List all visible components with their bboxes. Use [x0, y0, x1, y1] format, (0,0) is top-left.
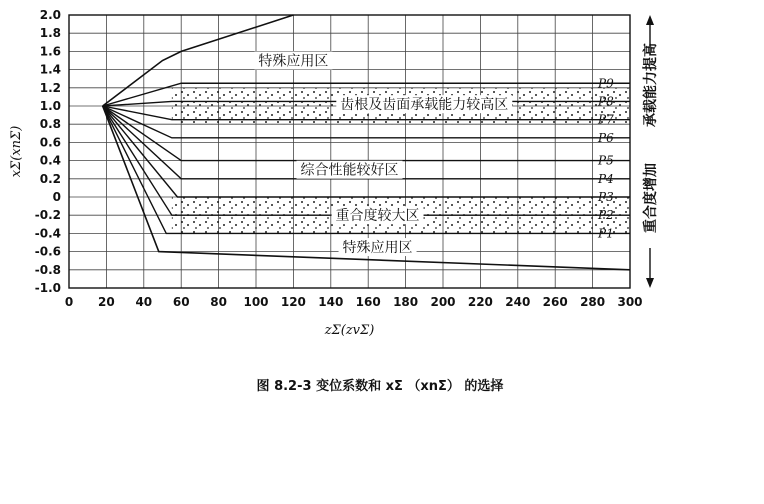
series-label: P7 [598, 112, 614, 127]
x-tick-label: 100 [243, 295, 269, 309]
x-tick-label: 220 [467, 295, 493, 309]
x-tick-label: 180 [393, 295, 419, 309]
series-label: P9 [598, 76, 614, 91]
zone-label: 综合性能较好区 [300, 162, 399, 179]
series-label: P2 [598, 208, 614, 223]
zone-label: 齿根及齿面承载能力较高区 [340, 97, 509, 114]
y-tick-label: -0.2 [34, 208, 61, 223]
y-tick-label: 1.2 [39, 80, 61, 95]
up-arrow-head [646, 15, 654, 25]
down-arrow-head [646, 278, 654, 288]
series-label: P1 [598, 226, 614, 241]
x-tick-label: 20 [98, 295, 115, 309]
y-tick-label: 0 [52, 190, 61, 204]
y-tick-label: -0.6 [34, 244, 61, 259]
y-tick-label: -0.4 [34, 226, 61, 241]
y-tick-label: 1.6 [39, 44, 61, 59]
x-tick-label: 40 [135, 295, 153, 309]
series-label: P3 [598, 190, 614, 204]
x-tick-label: 240 [505, 295, 531, 309]
x-tick-label: 200 [430, 295, 456, 309]
y-tick-label: -1.0 [34, 281, 61, 295]
y-tick-label: 1.4 [39, 62, 61, 77]
x-tick-label: 60 [172, 295, 190, 309]
figure-caption: 图 8.2-3 变位系数和 xΣ （xnΣ） 的选择 [256, 379, 504, 394]
x-tick-label: 300 [617, 295, 643, 309]
x-tick-label: 140 [318, 295, 344, 309]
series-label: P8 [598, 94, 614, 109]
zone-label: 特殊应用区 [258, 53, 329, 70]
y-tick-label: 0.6 [39, 135, 61, 150]
x-tick-label: 80 [210, 295, 227, 309]
y-tick-label: 1.0 [39, 99, 61, 113]
series-label: P4 [598, 171, 614, 186]
zone-label: 特殊应用区 [342, 240, 413, 257]
x-tick-label: 280 [580, 295, 606, 309]
y-tick-label: 0.8 [39, 117, 61, 132]
y-tick-label: -0.8 [34, 262, 61, 277]
right-label-overlap: 重合度增加 [643, 163, 659, 233]
x-tick-label: 120 [280, 295, 306, 309]
y-tick-label: 0.2 [39, 171, 61, 186]
zone-label: 重合度较大区 [335, 208, 420, 225]
x-tick-label: 160 [355, 295, 381, 309]
y-tick-label: 1.8 [39, 26, 61, 41]
x-tick-label: 260 [542, 295, 568, 309]
y-axis-label: xΣ(xnΣ) [9, 125, 24, 178]
y-tick-label: 2.0 [39, 8, 61, 22]
series-label: P5 [598, 153, 614, 168]
x-tick-label: 0 [64, 295, 74, 309]
series-label: P6 [598, 130, 614, 145]
right-label-capacity: 承载能力提高 [643, 43, 659, 127]
x-axis-label: zΣ(zvΣ) [324, 323, 375, 338]
y-tick-label: 0.4 [39, 153, 61, 168]
